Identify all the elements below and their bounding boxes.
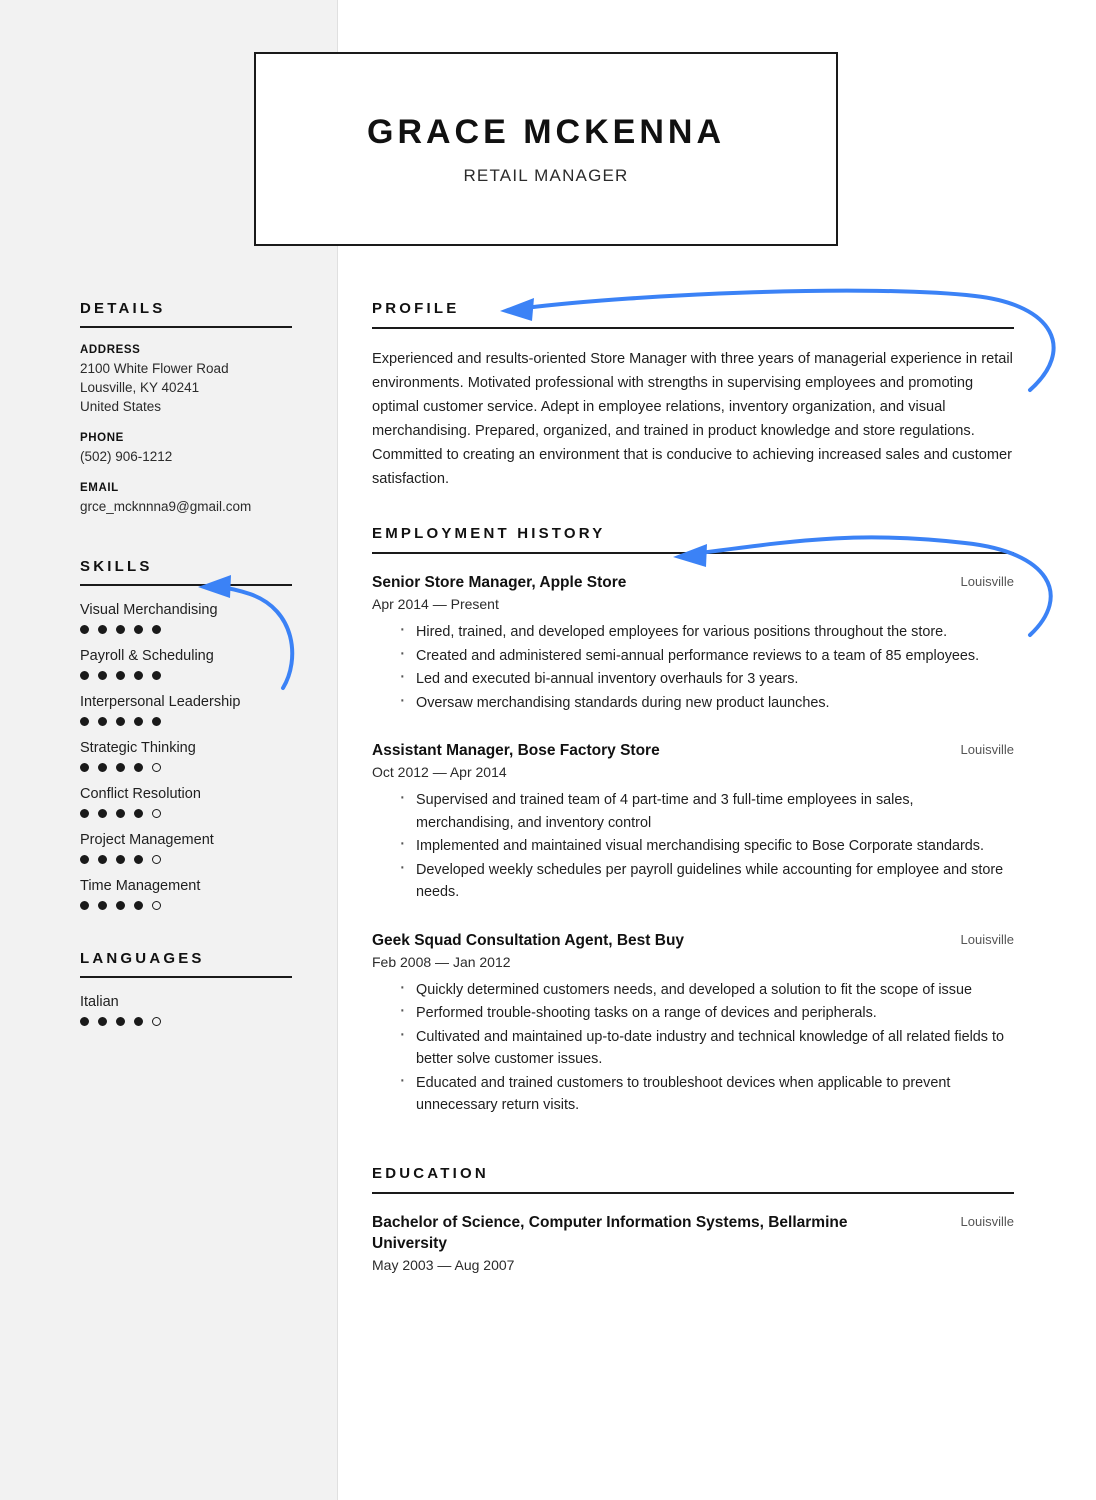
languages-list — [80, 994, 292, 1026]
languages-heading: LANGUAGES — [80, 950, 292, 978]
detail-block — [80, 432, 292, 466]
job-dates: Apr 2014 — Present — [372, 596, 499, 612]
rating-dot — [116, 625, 125, 634]
rating-dot — [152, 1017, 161, 1026]
job-bullet-list — [372, 979, 1014, 1117]
details-list — [80, 344, 292, 516]
skills-list — [80, 602, 292, 910]
job-dates: Feb 2008 — Jan 2012 — [372, 953, 511, 970]
rating-dot — [98, 901, 107, 910]
rating-dot — [152, 855, 161, 864]
rating-dot — [80, 901, 89, 910]
skill-label: Visual Merchandising — [80, 602, 218, 618]
rating-dot — [134, 809, 143, 818]
details-heading: DETAILS — [80, 300, 292, 328]
job-bullet: · Created and administered semi-annual performance reviews to a team of 85 employees. — [372, 645, 1014, 668]
employment-entry — [372, 930, 1014, 1117]
skill-rating — [80, 763, 292, 772]
detail-block — [80, 482, 292, 516]
rating-dot — [80, 809, 89, 818]
employment-entry-header — [372, 572, 1014, 593]
skill-item — [80, 602, 292, 634]
rating-dot — [152, 763, 161, 772]
rating-dot — [116, 901, 125, 910]
rating-dot — [116, 809, 125, 818]
skill-item — [80, 740, 292, 772]
skill-item — [80, 694, 292, 726]
job-bullet: · Hired, trained, and developed employees for various positions throughout the store. — [372, 621, 1014, 644]
rating-dot — [134, 855, 143, 864]
job-bullet: · Developed weekly schedules per payroll guidelines while accounting for employee and store needs. — [372, 859, 1014, 904]
rating-dot — [98, 625, 107, 634]
detail-label: EMAIL — [80, 482, 119, 494]
skill-label: Time Management — [80, 878, 201, 894]
sidebar — [80, 300, 292, 1040]
skill-label: Interpersonal Leadership — [80, 694, 241, 710]
rating-dot — [152, 671, 161, 680]
skill-rating — [80, 717, 292, 726]
rating-dot — [116, 671, 125, 680]
skill-item — [80, 648, 292, 680]
detail-label: ADDRESS — [80, 344, 141, 356]
skill-label: Payroll & Scheduling — [80, 648, 214, 664]
detail-value: grce_mcknnna9@gmail.com — [80, 499, 252, 514]
rating-dot — [80, 1017, 89, 1026]
job-bullet: · Implemented and maintained visual merchandising specific to Bose Corporate standards. — [372, 835, 1014, 858]
rating-dot — [98, 1017, 107, 1026]
job-bullet: · Quickly determined customers needs, and developed a solution to fit the scope of issue — [372, 979, 1014, 1002]
job-bullet: · Oversaw merchandising standards during new product launches. — [372, 692, 1014, 715]
job-bullet-list — [372, 789, 1014, 904]
rating-dot — [134, 763, 143, 772]
candidate-role: RETAIL MANAGER — [463, 165, 629, 185]
skill-rating — [80, 901, 292, 910]
job-bullet: · Led and executed bi-annual inventory overhauls for 3 years. — [372, 668, 1014, 691]
skills-heading: SKILLS — [80, 558, 292, 586]
education-list — [372, 1212, 1014, 1273]
skill-label: Conflict Resolution — [80, 786, 201, 802]
candidate-name: GRACE MCKENNA — [367, 112, 725, 151]
employment-entry-header — [372, 740, 1014, 761]
rating-dot — [98, 671, 107, 680]
job-title: Assistant Manager, Bose Factory Store — [372, 742, 660, 759]
job-bullet: · Educated and trained customers to troubleshoot devices when applicable to prevent unnecessary return visits. — [372, 1072, 1014, 1117]
rating-dot — [152, 901, 161, 910]
job-dates: Oct 2012 — Apr 2014 — [372, 764, 507, 780]
skill-item — [80, 832, 292, 864]
job-location: Louisville — [960, 931, 1014, 947]
skill-label: Italian — [80, 994, 119, 1010]
detail-value: 2100 White Flower Road Lousville, KY 40241 United States — [80, 361, 229, 414]
rating-dot — [80, 625, 89, 634]
rating-dot — [98, 809, 107, 818]
rating-dot — [116, 763, 125, 772]
name-header-box — [254, 52, 838, 246]
employment-history-list — [372, 572, 1014, 1117]
education-location: Louisville — [960, 1213, 1014, 1229]
rating-dot — [98, 855, 107, 864]
profile-heading: PROFILE — [372, 300, 1014, 329]
main-column — [372, 300, 1014, 1299]
rating-dot — [152, 717, 161, 726]
skill-item — [80, 994, 292, 1026]
rating-dot — [98, 763, 107, 772]
detail-value: (502) 906-1212 — [80, 449, 173, 464]
job-title: Senior Store Manager, Apple Store — [372, 574, 627, 591]
education-heading: EDUCATION — [372, 1165, 1014, 1194]
rating-dot — [116, 1017, 125, 1026]
employment-entry — [372, 740, 1014, 904]
skill-rating — [80, 1017, 292, 1026]
rating-dot — [152, 625, 161, 634]
skill-item — [80, 786, 292, 818]
job-bullet: · Cultivated and maintained up-to-date industry and technical knowledge of all related fields to better solve customer issues. — [372, 1026, 1014, 1071]
skill-label: Strategic Thinking — [80, 740, 196, 756]
skill-label: Project Management — [80, 832, 214, 848]
job-bullet: · Performed trouble-shooting tasks on a range of devices and peripherals. — [372, 1002, 1014, 1025]
skill-rating — [80, 671, 292, 680]
employment-entry — [372, 572, 1014, 714]
skill-rating — [80, 855, 292, 864]
profile-text: Experienced and results-oriented Store Manager with three years of managerial experience in retail environments. Motivated professional with strengths in supervising employees and promoting optimal customer service. Adept in employee relations, inventory organization, and visual merchandising. Prepared, organized, and trained in product knowledge and store regulations. Committed to creating an environment that is conducive to achieving increased sales and customer satisfaction. — [372, 351, 1013, 487]
rating-dot — [134, 671, 143, 680]
job-location: Louisville — [960, 574, 1014, 589]
rating-dot — [134, 717, 143, 726]
rating-dot — [134, 901, 143, 910]
employment-entry-header — [372, 930, 1014, 951]
rating-dot — [116, 855, 125, 864]
detail-label: PHONE — [80, 432, 124, 444]
job-title: Geek Squad Consultation Agent, Best Buy — [372, 931, 685, 949]
rating-dot — [116, 717, 125, 726]
rating-dot — [134, 1017, 143, 1026]
rating-dot — [80, 763, 89, 772]
job-location: Louisville — [960, 742, 1014, 757]
rating-dot — [80, 671, 89, 680]
job-bullet: · Supervised and trained team of 4 part-time and 3 full-time employees in sales, merchandising, and inventory control — [372, 789, 1014, 834]
education-entry-header — [372, 1212, 1014, 1254]
rating-dot — [134, 625, 143, 634]
detail-block — [80, 344, 292, 416]
rating-dot — [98, 717, 107, 726]
education-dates: May 2003 — Aug 2007 — [372, 1256, 515, 1273]
skill-rating — [80, 809, 292, 818]
skill-item — [80, 878, 292, 910]
rating-dot — [80, 717, 89, 726]
degree-title: Bachelor of Science, Computer Information Systems, Bellarmine University — [372, 1213, 848, 1252]
rating-dot — [152, 809, 161, 818]
employment-history-heading: EMPLOYMENT HISTORY — [372, 525, 1014, 554]
rating-dot — [80, 855, 89, 864]
skill-rating — [80, 625, 292, 634]
job-bullet-list — [372, 621, 1014, 714]
education-entry — [372, 1212, 1014, 1273]
